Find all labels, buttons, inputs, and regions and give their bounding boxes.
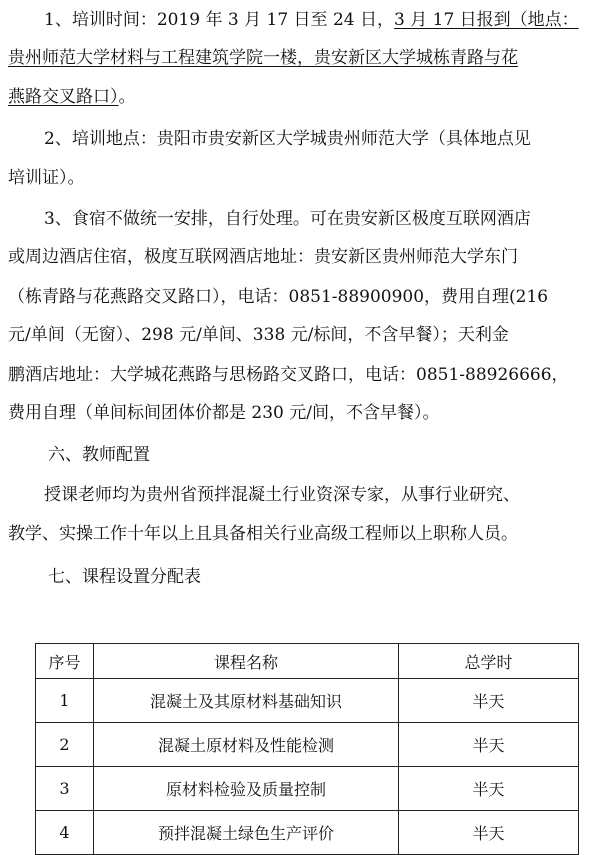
para1-period: 。: [118, 87, 136, 107]
para3-line6: 费用自理（单间标间团体价都是 230 元/间，不含早餐）。: [8, 403, 440, 423]
table-row: [36, 679, 579, 723]
cell-course-name: 混凝土及其原材料基础知识: [94, 679, 399, 723]
para3-line4: 元/单间（无窗）、298 元/单间、338 元/标间，不含早餐）；天利金: [8, 325, 509, 345]
header-hours: 总学时: [399, 644, 579, 679]
section6-line1: 授课老师均为贵州省预拌混凝土行业资深专家，从事行业研究、: [44, 485, 520, 505]
table-row: [36, 811, 579, 855]
cell-hours: 半天: [399, 767, 579, 811]
table-row: [36, 723, 579, 767]
para1-location-underlined: 燕路交叉路口）: [8, 87, 119, 107]
para1-line3: [8, 86, 136, 108]
section6-line2: 教学、实操工作十年以上且具备相关行业高级工程师以上职称人员。: [8, 524, 518, 544]
para2-line1: 2、培训地点：贵阳市贵安新区大学城贵州师范大学（具体地点见: [44, 129, 531, 149]
table-header-row: [36, 644, 579, 679]
cell-hours: 半天: [399, 811, 579, 855]
cell-index: 4: [36, 811, 94, 855]
cell-index: 2: [36, 723, 94, 767]
para3-line3: （栋青路与花燕路交叉路口），电话：0851-88900900，费用自理(216: [8, 287, 549, 307]
para2-line2: 培训证）。: [8, 168, 85, 188]
para1-time-text: 1、培训时间：2019 年 3 月 17 日至 24 日，: [44, 10, 394, 30]
para3-line5: 鹏酒店地址：大学城花燕路与思杨路交叉路口，电话：0851-88926666，: [8, 365, 569, 385]
section6-heading: 六、教师配置: [48, 445, 150, 465]
cell-hours: 半天: [399, 723, 579, 767]
cell-index: 1: [36, 679, 94, 723]
para3-line2: 或周边酒店住宿，极度互联网酒店地址：贵安新区贵州师范大学东门: [8, 247, 518, 267]
para1-line1: [44, 9, 579, 31]
header-index: 序号: [36, 644, 94, 679]
cell-hours: 半天: [399, 679, 579, 723]
para3-line1: 3、食宿不做统一安排，自行处理。可在贵安新区极度互联网酒店: [44, 209, 531, 229]
para1-checkin-underlined: 3 月 17 日报到（地点：: [394, 10, 579, 30]
course-table: [35, 643, 579, 855]
cell-index: 3: [36, 767, 94, 811]
cell-course-name: 原材料检验及质量控制: [94, 767, 399, 811]
para1-line2: 贵州师范大学材料与工程建筑学院一楼，贵安新区大学城栋青路与花: [8, 48, 518, 68]
header-course-name: 课程名称: [94, 644, 399, 679]
cell-course-name: 预拌混凝土绿色生产评价: [94, 811, 399, 855]
table-row: [36, 767, 579, 811]
cell-course-name: 混凝土原材料及性能检测: [94, 723, 399, 767]
section7-heading: 七、课程设置分配表: [48, 567, 201, 587]
